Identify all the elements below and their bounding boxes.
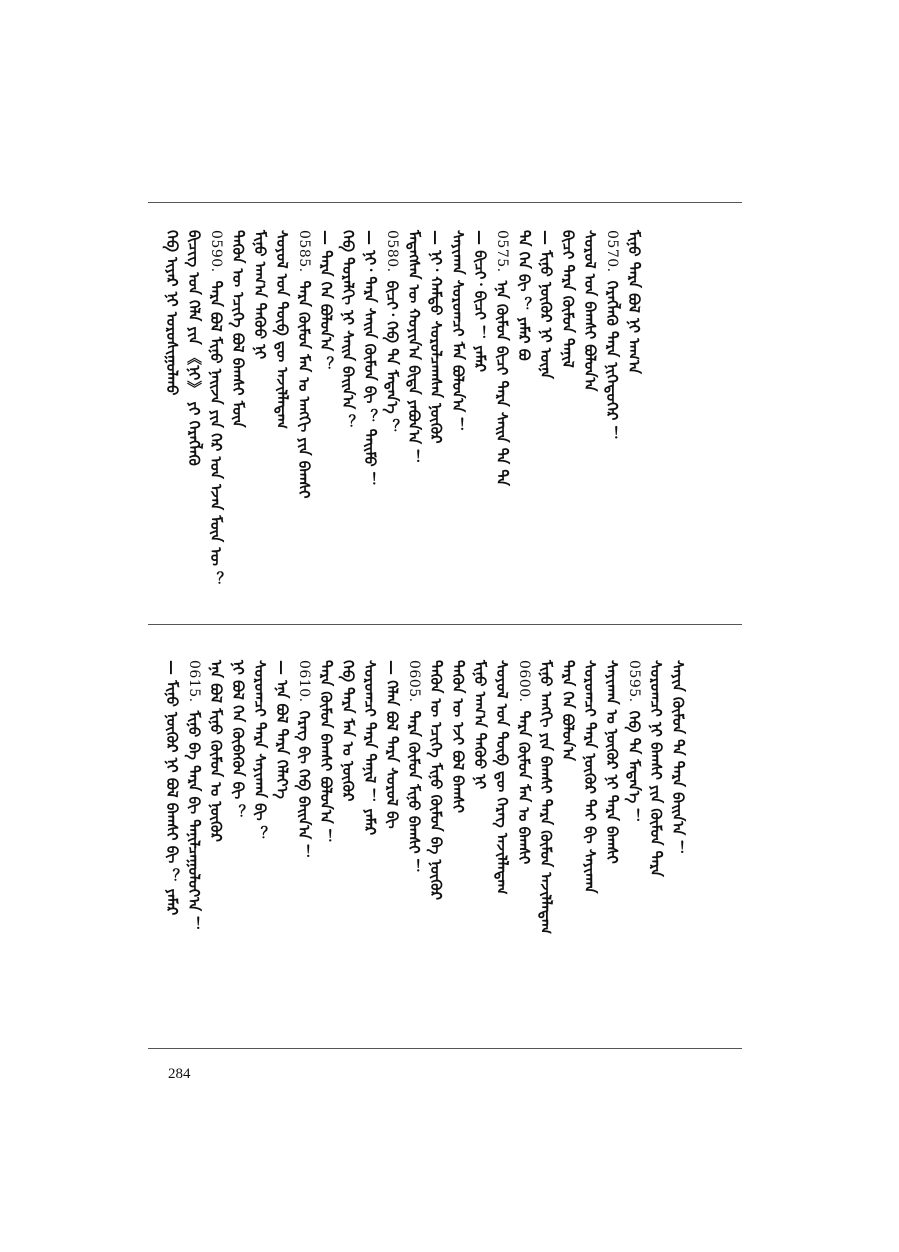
column-text: ᠮᠢᠨᠦ ᠠᠬ᠎ᠠ ᠳᠡᠭᠦᠦ ᠨᠢ — [251, 230, 269, 360]
bottom-rule — [148, 1048, 742, 1049]
upper-text-block — [148, 230, 742, 610]
text-column — [228, 660, 248, 819]
column-text: — ᠬᠡᠯᠡᠨ ᠪᠣᠯ ᠲᠡᠷᠡ ᠰᠤᠷᠤᠯ ᠪᠢ — [383, 660, 401, 829]
column-text: — ᠮᠢᠨᠦ ᠨᠥᠬᠦᠷ ᠨᠢ ᠪᠣᠯ ᠪᠠᠭᠰᠢ ᠪᠢ ︖ ᠶᠠᠮᠠᠷ — [163, 660, 181, 916]
column-text: — ᠲᠡᠷᠡ ᠬᠡᠨ ᠪᠣᠯᠣᠨ᠎ᠠ ︖ — [317, 230, 335, 372]
page-number: 284 — [168, 1066, 191, 1082]
text-column — [272, 660, 292, 799]
text-column — [580, 230, 600, 392]
column-text: ᠮᠢᠨᠦ ᠪᠠ ᠲᠡᠷᠡ ᠪᠢ ᠲᠠᠨᠢᠯᠴᠠᠭᠤᠯᠤᠶ᠎ᠠ ︕ — [185, 710, 203, 932]
entry-number: 0595. — [626, 660, 642, 703]
text-column — [316, 660, 336, 844]
column-text: ᠡᠨᠡ ᠪᠣᠯ ᠮᠢᠨᠦ ᠬᠦᠮᠦᠨ ᠤ ᠨᠥᠬᠦᠷ — [207, 660, 225, 842]
text-column — [558, 660, 578, 761]
text-column — [558, 230, 578, 368]
lower-text-block — [148, 660, 742, 1030]
text-column — [184, 660, 204, 931]
text-column — [470, 660, 490, 789]
column-text: ᠰᠤᠷᠤᠭᠴᠢ ᠲᠡᠷᠡ ᠨᠥᠬᠦᠷ ᠲᠡᠢ ᠪᠢ ᠰᠠᠶᠢᠬᠠᠨ — [581, 660, 599, 894]
column-text: ᠰᠤᠷᠤᠭᠴᠢ ᠲᠡᠷᠡ ᠰᠠᠶᠢᠬᠠᠨ ᠪᠢ ︖ — [251, 660, 269, 841]
column-text: — ᠨᠢ᠂ ᠬᠠᠮᠲᠤ ᠰᠤᠷᠤᠯᠴᠠᠭᠰᠠᠨ ᠨᠥᠬᠦᠷ — [427, 230, 445, 444]
text-column — [536, 230, 556, 379]
text-column — [338, 660, 358, 801]
text-column — [514, 660, 534, 864]
text-column — [184, 230, 204, 466]
column-text: ᠲᠡᠭᠦᠨ ᠦ ᠡᠴᠢᠭᠡ ᠪᠣᠯ ᠪᠠᠭᠰᠢ ᠮᠥᠨ — [229, 230, 247, 428]
column-text: — ᠮᠢᠨᠦ ᠨᠥᠬᠦᠷ ᠨᠢ ᠦᠨᠡ — [537, 230, 555, 379]
text-column — [382, 660, 402, 829]
text-column — [536, 660, 556, 934]
text-column — [448, 660, 468, 813]
text-column — [404, 660, 424, 874]
column-text: — ᠨᠢ᠂ ᠲᠡᠷᠡ ᠰᠠᠢᠨ ᠬᠦᠮᠦᠨ ᠪᠢ ︖ ᠲᠡᠢᠮᠦ ︕ — [361, 230, 379, 487]
column-text: ᠨᠢ ᠪᠣᠯ ᠬᠡᠨ ᠬᠥᠪᠡᠭᠦᠨ ᠪᠢ ︖ — [229, 660, 247, 820]
text-column — [646, 660, 666, 877]
text-column — [624, 230, 644, 374]
column-text: ᠲᠡᠷᠡ ᠪᠣᠯ ᠮᠢᠨᠦ ᠨᠠᠢᠵᠠ ᠶᠢᠨ ᠭᠡᠷ ᠤᠨ ᠡᠵᠡᠨ ᠮᠦᠨ ᠦ ︖ — [207, 280, 225, 587]
text-column — [426, 660, 446, 900]
column-text: — ᠡᠨᠡ ᠪᠣᠯ ᠲᠡᠷᠡ ᠬᠡᠯᠡᠶ᠎ᠡ — [273, 660, 291, 799]
column-text: ᠬᠡᠷᠡᠭ ᠪᠢ ᠬᠡᠪ ᠪᠠᠢᠨ᠎ᠠ ︕ — [295, 710, 313, 860]
entry-number: 0615. — [186, 660, 202, 703]
text-column — [382, 230, 402, 434]
column-text: ᠬᠡᠪ ᠲᠣᠷᠠᠯᠬᠢ ᠨᠢ ᠰᠠᠢᠨ ᠪᠠᠢᠨ᠎ᠠ ︖ — [339, 230, 357, 430]
column-text: ᠰᠠᠶᠢᠨ ᠬᠦᠮᠦᠨ ᠲᠠ ᠲᠡᠷᠡ ᠪᠠᠢᠨ᠎ᠠ ︕ — [669, 660, 687, 856]
column-text: ᠮᠢᠨᠦ ᠠᠬ᠎ᠠ ᠳᠡᠭᠦᠦ ᠨᠢ — [471, 660, 489, 790]
entry-number: 0605. — [406, 660, 422, 703]
column-text: ᠮᠡᠳᠡᠭᠰᠡᠨ ᠦ ᠬᠣᠶᠢᠨ᠎ᠠ ᠪᠢᠳᠡ ᠶᠠᠪᠤᠨ᠎ᠠ ︕ — [405, 230, 423, 465]
column-text: ᠲᠡᠷᠡ ᠬᠦᠮᠦᠨ ᠮᠠᠨ ᠤ ᠪᠠᠭᠰᠢ — [515, 710, 533, 865]
column-text: — ᠪᠢᠴᠢ᠂ ᠪᠢᠴᠢ ︕ ᠶᠠᠮᠠᠷ — [471, 230, 489, 372]
text-column — [426, 230, 446, 444]
column-text: ᠲᠡᠭᠦᠨ ᠦ ᠡᠴᠢᠭᠡ ᠮᠢᠨᠦ ᠬᠦᠮᠦᠨ ᠪᠠ ᠨᠥᠬᠦᠷ — [427, 660, 445, 901]
column-text: ᠰᠣᠶᠣᠯ ᠤᠨ ᠲᠥᠪ ᠳᠦ ᠠᠵᠢᠯᠯᠠᠳᠠᠭ — [273, 230, 291, 429]
entry-number: 0610. — [296, 660, 312, 703]
text-column — [206, 230, 226, 586]
column-text: ᠮᠢᠨᠦ ᠠᠩᠭᠢ ᠶᠢᠨ ᠪᠠᠭᠰᠢ ᠲᠡᠷᠡ ᠬᠦᠮᠦᠨ ᠠᠵᠢᠯᠯᠠᠳᠠᠭ — [537, 660, 555, 935]
text-column — [272, 230, 292, 429]
text-column — [492, 230, 512, 486]
text-column — [338, 230, 358, 429]
text-column — [448, 230, 468, 432]
top-rule — [148, 202, 742, 203]
text-column — [624, 660, 644, 824]
text-column — [294, 230, 314, 498]
text-column — [492, 660, 512, 895]
column-text: ᠲᠡᠷᠡ ᠬᠦᠮᠦᠨ ᠪᠠᠭᠰᠢ ᠪᠣᠯᠤᠨ᠎ᠠ ︕ — [317, 660, 335, 844]
column-text: ᠪᠢᠴᠢ᠂ ᠬᠡᠪ ᠲᠠ ᠮᠡᠳᠡᠨ᠎ᠡ ︖ — [383, 280, 401, 434]
column-text: ᠡᠨᠡ ᠬᠦᠮᠦᠨ ᠪᠢᠴᠢ ᠲᠡᠷᠡ ᠰᠠᠢᠨ ᠲᠠ ᠲᠡ — [493, 280, 511, 486]
column-text: ᠬᠡᠷᠡᠭᠯᠡᠬᠦ ᠲᠡᠷᠡ ᠨᠢᠭᠡᠳᠦᠭᠡᠷ ︕ — [603, 280, 621, 441]
text-column — [206, 660, 226, 842]
text-column — [250, 230, 270, 359]
entry-number: 0585. — [296, 230, 312, 273]
text-column — [580, 660, 600, 893]
entry-number: 0590. — [208, 230, 224, 273]
column-text: ᠬᠡᠪ ᠲᠡᠷᠡ ᠮᠠᠨ ᠤ ᠨᠥᠬᠦᠷ — [339, 660, 357, 802]
column-text: ᠪᠢᠴᠢᠭ᠌ ᠤᠨ ᠬᠡᠯᠡ ᠶᠢᠨ 《ᠨᠢ》 ᠶᠢ ᠬᠡᠷᠡᠭᠯᠡᠬᠦ — [185, 230, 203, 466]
column-text: ᠪᠢᠴᠢ ᠲᠡᠷᠡ ᠬᠦᠮᠦᠨ ᠲᠠᠨᠢᠯ — [559, 230, 577, 368]
column-text: ᠬᠡᠪ ᠲᠠ ᠮᠡᠳᠡᠨ᠎ᠡ ︕ — [625, 710, 643, 824]
column-text: ᠲᠠ ᠬᠡᠨ ᠪᠢ ︖ ᠶᠠᠮᠠᠷ ᠪᠤ — [515, 230, 533, 361]
text-column — [470, 230, 490, 372]
column-text: ᠮᠢᠨᠦ ᠲᠡᠷᠡ ᠪᠣᠯ ᠨᠢ ᠠᠬ᠎ᠠ — [625, 230, 643, 374]
entry-number: 0600. — [516, 660, 532, 703]
text-column — [360, 230, 380, 487]
text-column — [162, 660, 182, 915]
entry-number: 0580. — [384, 230, 400, 273]
column-text: ᠰᠠᠶᠢᠬᠠᠨ ᠰᠤᠷᠤᠭᠴᠢ ᠮᠠᠨ ᠪᠣᠯᠤᠨ᠎ᠠ ︕ — [449, 230, 467, 433]
text-column — [162, 230, 182, 395]
entry-number: 0575. — [494, 230, 510, 273]
column-text: ᠰᠤᠷᠤᠭᠴᠢ ᠲᠡᠷᠡ ᠲᠠᠨᠢᠯ ︕ ᠶᠠᠮᠠᠷ — [361, 660, 379, 836]
text-column — [602, 230, 622, 441]
text-column — [360, 660, 380, 835]
text-column — [514, 230, 534, 361]
text-column — [250, 660, 270, 841]
column-text: ᠰᠤᠷᠤᠭᠴᠢ ᠨᠢ ᠪᠠᠭᠰᠢ ᠶᠢᠨ ᠬᠦᠮᠦᠨ ᠲᠡᠷᠡ — [647, 660, 665, 877]
column-text: ᠲᠡᠷᠡ ᠬᠦᠮᠦᠨ ᠮᠢᠨᠦ ᠪᠠᠭᠰᠢ ︕ — [405, 710, 423, 874]
text-column — [228, 230, 248, 428]
text-column — [294, 660, 314, 859]
column-text: ᠰᠠᠶᠢᠬᠠᠨ ᠤ ᠨᠥᠬᠦᠷ ᠨᠢ ᠲᠡᠷᠡ ᠪᠠᠭᠰᠢ — [603, 660, 621, 864]
column-text: ᠰᠤᠷᠤᠯ ᠤᠨ ᠪᠠᠭᠰᠢ ᠪᠣᠯᠤᠨ᠎ᠠ — [581, 230, 599, 392]
column-text: ᠲᠡᠭᠦᠨ ᠦ ᠡᠵᠢ ᠪᠣᠯ ᠪᠠᠭᠰᠢ — [449, 660, 467, 813]
text-column — [404, 230, 424, 464]
middle-rule — [148, 624, 742, 625]
text-column — [602, 660, 622, 864]
text-column — [316, 230, 336, 371]
column-text: ᠲᠡᠷᠡ ᠬᠦᠮᠦᠨ ᠮᠠᠨ ᠤ ᠠᠩᠭᠢ ᠶᠢᠨ ᠪᠠᠭᠰᠢ — [295, 280, 313, 499]
column-text: ᠲᠡᠷᠡ ᠬᠡᠨ ᠪᠣᠯᠣᠨ᠎ᠠ — [559, 660, 577, 761]
column-text: ᠰᠣᠶᠣᠯ ᠤᠨ ᠲᠥᠪ ᠳᠦ ᠬᠡᠷᠡᠭ ᠠᠵᠢᠯᠯᠠᠳᠠᠭ — [493, 660, 511, 895]
entry-number: 0570. — [604, 230, 620, 273]
text-column — [668, 660, 688, 855]
column-text: ᠬᠡᠪ ᠢᠶᠡᠷ ᠨᠢ ᠣᠷᠣᠰᠢᠭᠤᠯᠬᠤ — [163, 230, 181, 396]
